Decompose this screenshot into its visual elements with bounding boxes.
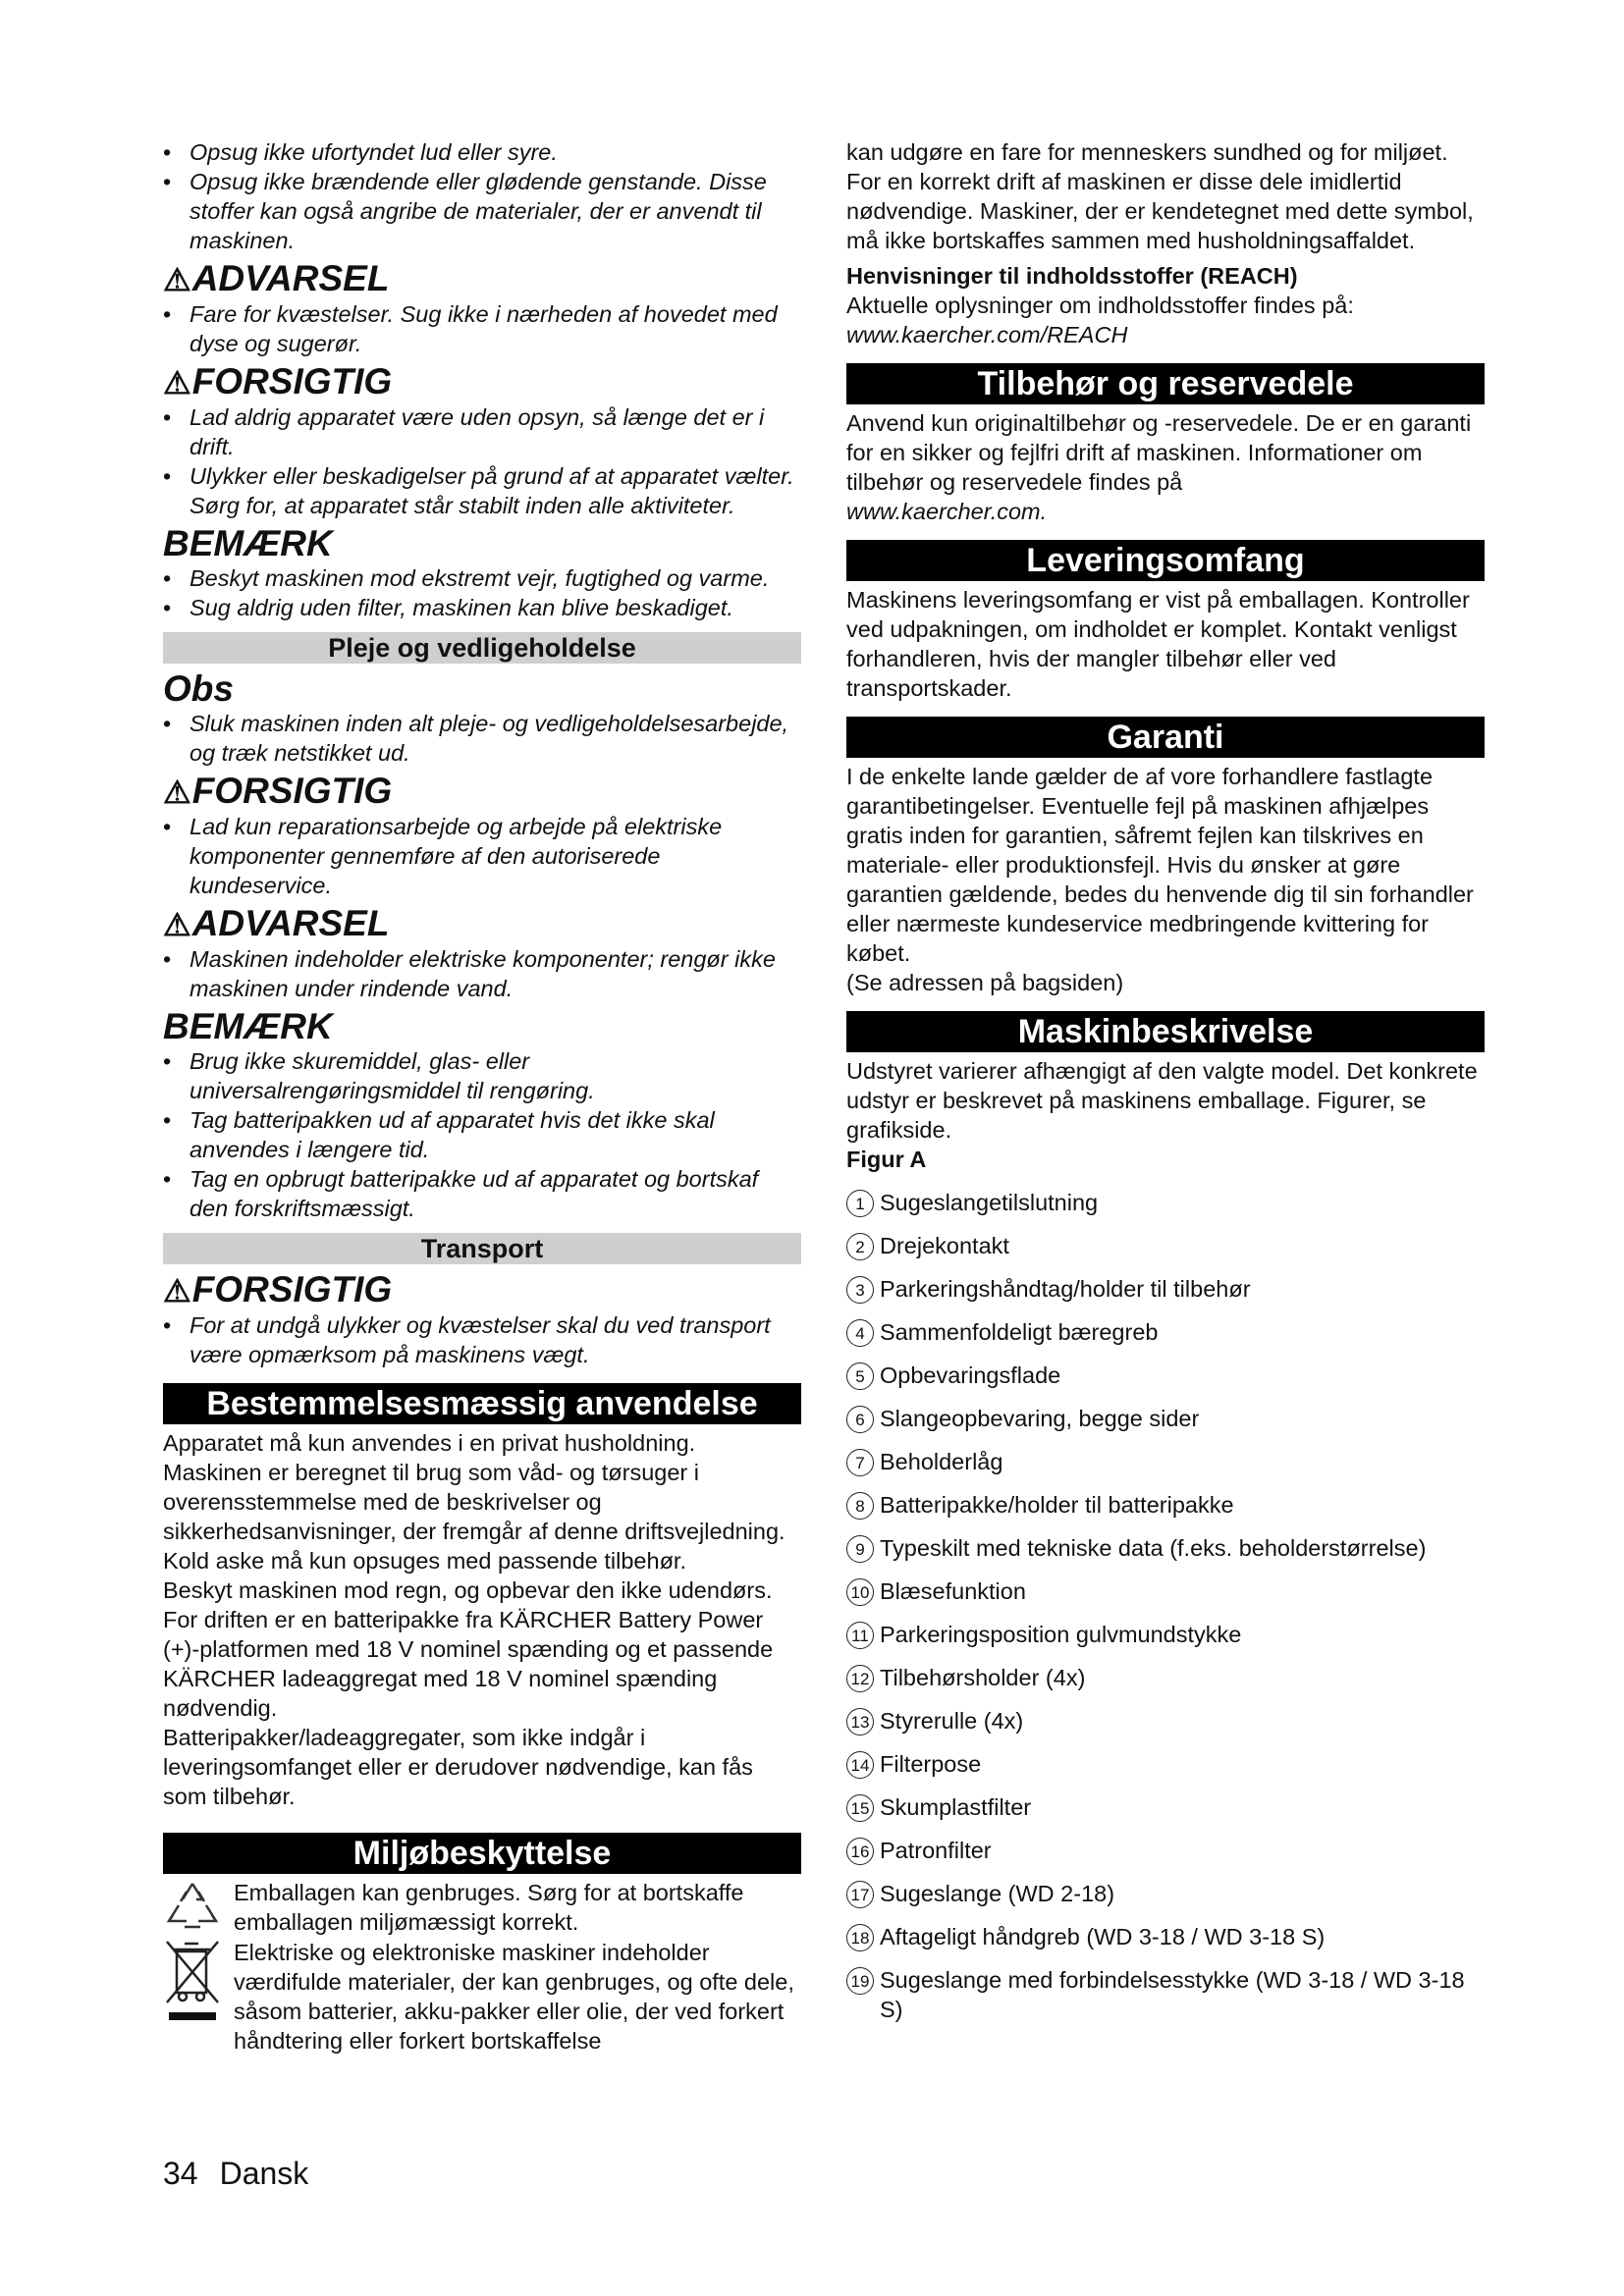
paragraph: Kold aske må kun opsuges med passende tilbehør.	[163, 1548, 686, 1574]
list-item: 3 Parkeringshåndtag/holder til tilbehør	[846, 1274, 1485, 1304]
recycle-row	[163, 1878, 801, 1938]
section-header-bestemmelse: Bestemmelsesmæssig anvendelse	[163, 1383, 801, 1424]
bullet: • Sug aldrig uden filter, maskinen kan blive beskadiget.	[163, 593, 801, 622]
list-item: 1 Sugeslangetilslutning	[846, 1188, 1485, 1217]
forsigtig-heading: ⚠FORSIGTIG	[163, 361, 393, 401]
warning-triangle-icon: ⚠	[163, 365, 191, 400]
transport-bullets	[163, 1310, 801, 1369]
page-number: 34	[163, 2156, 198, 2191]
paragraph: Apparatet må kun anvendes i en privat husholdning.	[163, 1430, 696, 1456]
list-item: 10 Blæsefunktion	[846, 1576, 1485, 1606]
list-item: 11 Parkeringsposition gulvmundstykke	[846, 1620, 1485, 1649]
list-item: 4 Sammenfoldeligt bæregreb	[846, 1317, 1485, 1347]
paragraph: Udstyret varierer afhængigt af den valgte model. Det konkrete udstyr er beskrevet på maskinens emballage. Figurer, se grafikside.	[846, 1058, 1478, 1143]
paragraph: For driften er en batteripakke fra KÄRCHER Battery Power (+)-platformen med 18 V nominel spænding og et passende KÄRCHER ladeaggregat med 18 V nominel spænding nødvendig.	[163, 1607, 774, 1721]
list-item: 13 Styrerulle (4x)	[846, 1706, 1485, 1735]
forsigtig-heading: ⚠FORSIGTIG	[163, 1269, 393, 1309]
number-badge: 14	[846, 1751, 874, 1779]
reach-url: www.kaercher.com/REACH	[846, 322, 1128, 347]
number-badge: 4	[846, 1319, 874, 1347]
section-header-transport: Transport	[163, 1233, 801, 1264]
list-item: 5 Opbevaringsflade	[846, 1361, 1485, 1390]
number-badge: 18	[846, 1924, 874, 1951]
bullet: • Ulykker eller beskadigelser på grund af at apparatet vælter. Sørg for, at apparatet står stabilt inden alle aktiviteter.	[163, 461, 801, 520]
figur-label: Figur A	[846, 1147, 927, 1172]
reach-title: Henvisninger til indholdsstoffer (REACH)	[846, 263, 1298, 289]
number-badge: 10	[846, 1578, 874, 1606]
bullet: • Sluk maskinen inden alt pleje- og vedligeholdelsesarbejde, og træk netstikket ud.	[163, 709, 801, 768]
list-item: 12 Tilbehørsholder (4x)	[846, 1663, 1485, 1692]
number-badge: 11	[846, 1622, 874, 1649]
list-item: 18 Aftageligt håndgreb (WD 3-18 / WD 3-18 S)	[846, 1922, 1485, 1951]
bullet: • Brug ikke skuremiddel, glas- eller universalrengøringsmiddel til rengøring.	[163, 1046, 801, 1105]
number-badge: 16	[846, 1838, 874, 1865]
warning-triangle-icon: ⚠	[163, 774, 191, 810]
warning-triangle-icon: ⚠	[163, 907, 191, 942]
advarsel-heading: ⚠ADVARSEL	[163, 258, 390, 298]
list-item: 14 Filterpose	[846, 1749, 1485, 1779]
bullet: • Fare for kvæstelser. Sug ikke i nærheden af hovedet med dyse og sugerør.	[163, 299, 801, 358]
tilbehor-url: www.kaercher.com.	[846, 499, 1048, 524]
paragraph: Emballagen kan genbruges. Sørg for at bortskaffe emballagen miljømæssigt korrekt.	[234, 1880, 744, 1935]
number-badge: 12	[846, 1665, 874, 1692]
paragraph: I de enkelte lande gælder de af vore forhandlere fastlagte garantibetingelser. Eventuelle fejl på maskinen afhjælpes gratis inden for garantien, såfremt fejlen kan tilskrives en materiale- eller produktionsfejl. Hvis du ønsker at gøre garantien gældende, bedes du henvende dig til sin forhandler eller nærmeste kundeservice medbringende kvittering for købet.	[846, 764, 1474, 966]
bemaerk-bullets	[163, 1046, 801, 1223]
recycle-icon	[163, 1878, 234, 1938]
top-bullets	[163, 137, 801, 255]
obs-bullets	[163, 709, 801, 768]
paragraph: Maskinens leveringsomfang er vist på emballagen. Kontroller ved udpakningen, om indholdet er komplet. Kontakt venligst forhandleren, hvis der mangler tilbehør eller ved transportskader.	[846, 587, 1470, 701]
bullet: • Tag batteripakken ud af apparatet hvis det ikke skal anvendes i længere tid.	[163, 1105, 801, 1164]
number-badge: 6	[846, 1406, 874, 1433]
bemaerk-bullets	[163, 563, 801, 622]
section-header-garanti: Garanti	[846, 717, 1485, 758]
advarsel-heading: ⚠ADVARSEL	[163, 903, 390, 943]
paragraph: kan udgøre en fare for menneskers sundhed og for miljøet. For en korrekt drift af maskinen er disse dele imidlertid nødvendige. Maskiner, der er kendetegnet med dette symbol, må ikke bortskaffes sammen med husholdningsaffaldet.	[846, 139, 1474, 253]
bullet: • Beskyt maskinen mod ekstremt vejr, fugtighed og varme.	[163, 563, 801, 593]
left-column	[163, 137, 801, 2056]
forsigtig-bullets	[163, 812, 801, 900]
list-item: 2 Drejekontakt	[846, 1231, 1485, 1260]
bullet: • Lad aldrig apparatet være uden opsyn, så længe det er i drift.	[163, 402, 801, 461]
bemaerk-heading: BEMÆRK	[163, 1006, 333, 1046]
advarsel-bullets	[163, 944, 801, 1003]
bullet: • Tag en opbrugt batteripakke ud af apparatet og bortskaf den forskriftsmæssigt.	[163, 1164, 801, 1223]
bullet: • For at undgå ulykker og kvæstelser skal du ved transport være opmærksom på maskinens vægt.	[163, 1310, 801, 1369]
number-badge: 2	[846, 1233, 874, 1260]
number-badge: 7	[846, 1449, 874, 1476]
bullet: • Opsug ikke brændende eller glødende genstande. Disse stoffer kan også angribe de materialer, der er anvendt til maskinen.	[163, 167, 801, 255]
page-footer	[163, 2156, 330, 2192]
forsigtig-heading: ⚠FORSIGTIG	[163, 771, 393, 811]
list-item: 15 Skumplastfilter	[846, 1792, 1485, 1822]
number-badge: 9	[846, 1535, 874, 1563]
crossed-bin-icon	[163, 1938, 234, 2031]
paragraph: (Se adressen på bagsiden)	[846, 970, 1124, 995]
number-badge: 13	[846, 1708, 874, 1735]
number-badge: 3	[846, 1276, 874, 1304]
weee-row	[163, 1938, 801, 2056]
section-header-levering: Leveringsomfang	[846, 540, 1485, 581]
number-badge: 19	[846, 1967, 874, 1995]
section-header-miljo: Miljøbeskyttelse	[163, 1833, 801, 1874]
list-item: 17 Sugeslange (WD 2-18)	[846, 1879, 1485, 1908]
paragraph: Elektriske og elektroniske maskiner indeholder værdifulde materialer, der kan genbruges, og ofte dele, såsom batterier, akku-pakker eller olie, der ved forkert håndtering eller forkert bortskaffelse	[234, 1940, 794, 2054]
number-badge: 8	[846, 1492, 874, 1520]
number-badge: 5	[846, 1362, 874, 1390]
paragraph: Maskinen er beregnet til brug som våd- og tørsuger i overensstemmelse med de beskrivelser og sikkerhedsanvisninger, der fremgår af denne driftsvejledning.	[163, 1460, 785, 1544]
advarsel-bullets	[163, 299, 801, 358]
language-label: Dansk	[219, 2156, 309, 2191]
warning-triangle-icon: ⚠	[163, 1273, 191, 1308]
paragraph: Anvend kun originaltilbehør og -reservedele. De er en garanti for en sikker og fejlfri drift af maskinen. Informationer om tilbehør og reservedele findes på	[846, 410, 1472, 495]
list-item: 6 Slangeopbevaring, begge sider	[846, 1404, 1485, 1433]
list-item: 8 Batteripakke/holder til batteripakke	[846, 1490, 1485, 1520]
paragraph: Beskyt maskinen mod regn, og opbevar den ikke udendørs.	[163, 1577, 773, 1603]
warning-triangle-icon: ⚠	[163, 262, 191, 297]
list-item: 7 Beholderlåg	[846, 1447, 1485, 1476]
bemaerk-heading: BEMÆRK	[163, 523, 333, 563]
list-item: 19 Sugeslange med forbindelsesstykke (WD 3-18 / WD 3-18 S)	[846, 1965, 1485, 2024]
number-badge: 15	[846, 1794, 874, 1822]
number-badge: 1	[846, 1190, 874, 1217]
forsigtig-bullets	[163, 402, 801, 520]
obs-heading: Obs	[163, 668, 234, 709]
paragraph: Batteripakker/ladeaggregater, som ikke indgår i leveringsomfanget eller er derudover nødvendige, kan fås som tilbehør.	[163, 1725, 753, 1809]
list-item: 9 Typeskilt med tekniske data (f.eks. beholderstørrelse)	[846, 1533, 1485, 1563]
section-header-maskin: Maskinbeskrivelse	[846, 1011, 1485, 1052]
list-item: 16 Patronfilter	[846, 1836, 1485, 1865]
bullet: • Lad kun reparationsarbejde og arbejde på elektriske komponenter gennemføre af den autoriserede kundeservice.	[163, 812, 801, 900]
section-header-pleje: Pleje og vedligeholdelse	[163, 632, 801, 664]
reach-text: Aktuelle oplysninger om indholdsstoffer findes på:	[846, 293, 1354, 318]
number-badge: 17	[846, 1881, 874, 1908]
bullet: • Maskinen indeholder elektriske komponenter; rengør ikke maskinen under rindende vand.	[163, 944, 801, 1003]
section-header-tilbehor: Tilbehør og reservedele	[846, 363, 1485, 404]
right-column	[846, 137, 1485, 2024]
figure-legend-list	[846, 1188, 1485, 2024]
bullet: • Opsug ikke ufortyndet lud eller syre.	[163, 137, 801, 167]
